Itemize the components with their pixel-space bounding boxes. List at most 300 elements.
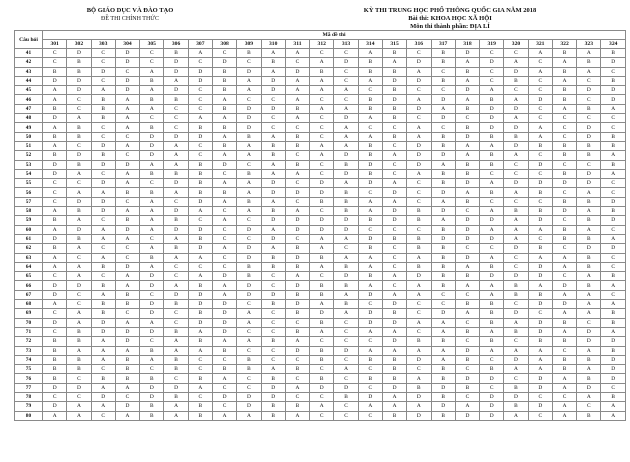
answer-cell: D: [237, 253, 261, 262]
answer-cell: B: [601, 76, 626, 85]
answer-cell: C: [601, 179, 626, 188]
answer-cell: B: [480, 337, 504, 346]
answer-cell: B: [237, 365, 261, 374]
answer-cell: A: [504, 216, 528, 225]
answer-cell: A: [67, 188, 91, 197]
answer-cell: C: [188, 141, 212, 150]
answer-cell: A: [358, 49, 382, 58]
exam-code-header: 312: [310, 40, 334, 49]
answer-cell: A: [261, 197, 285, 206]
answer-cell: A: [115, 95, 139, 104]
answer-cell: C: [601, 253, 626, 262]
answer-cell: D: [285, 346, 309, 355]
answer-cell: B: [140, 95, 164, 104]
answer-cell: A: [601, 402, 626, 411]
answer-cell: C: [188, 86, 212, 95]
answer-cell: A: [188, 272, 212, 281]
answer-cell: C: [91, 216, 115, 225]
answer-cell: B: [480, 262, 504, 271]
answer-cell: C: [67, 290, 91, 299]
answer-cell: B: [67, 58, 91, 67]
answer-cell: C: [310, 169, 334, 178]
question-number: 64: [15, 262, 43, 271]
answer-cell: B: [237, 197, 261, 206]
table-row: [15, 253, 626, 262]
answer-cell: C: [552, 160, 576, 169]
exam-code-header: 314: [358, 40, 382, 49]
answer-cell: C: [237, 346, 261, 355]
answer-cell: D: [310, 188, 334, 197]
answer-cell: D: [261, 392, 285, 401]
answer-cell: B: [285, 262, 309, 271]
answer-cell: D: [310, 216, 334, 225]
answer-cell: A: [285, 86, 309, 95]
answer-cell: A: [577, 225, 601, 234]
answer-cell: A: [91, 402, 115, 411]
answer-cell: A: [504, 95, 528, 104]
answer-cell: A: [43, 86, 67, 95]
exam-title-block: [300, 7, 600, 31]
answer-cell: C: [455, 365, 479, 374]
answer-cell: C: [358, 123, 382, 132]
answer-cell: B: [164, 49, 188, 58]
answer-cell: B: [431, 337, 455, 346]
answer-cell: A: [407, 67, 431, 76]
answer-cell: C: [480, 383, 504, 392]
answer-cell: A: [164, 188, 188, 197]
answer-cell: C: [140, 49, 164, 58]
answer-cell: B: [140, 253, 164, 262]
answer-cell: D: [431, 188, 455, 197]
answer-cell: A: [552, 58, 576, 67]
answer-cell: A: [358, 327, 382, 336]
answer-cell: A: [431, 104, 455, 113]
answer-cell: D: [577, 383, 601, 392]
answer-cell: C: [261, 95, 285, 104]
answer-cell: D: [115, 337, 139, 346]
answer-cell: C: [164, 272, 188, 281]
exam-code-header: 322: [552, 40, 576, 49]
answer-cell: C: [577, 160, 601, 169]
answer-cell: A: [480, 207, 504, 216]
answer-cell: C: [455, 392, 479, 401]
answer-cell: C: [310, 392, 334, 401]
answer-cell: C: [480, 67, 504, 76]
answer-cell: B: [552, 337, 576, 346]
answer-cell: B: [67, 207, 91, 216]
answer-cell: B: [188, 374, 212, 383]
answer-cell: D: [91, 318, 115, 327]
answer-cell: B: [382, 309, 406, 318]
answer-cell: A: [285, 207, 309, 216]
answer-cell: A: [480, 346, 504, 355]
answer-cell: D: [212, 160, 236, 169]
answer-cell: D: [237, 290, 261, 299]
answer-cell: B: [188, 169, 212, 178]
answer-cell: C: [164, 262, 188, 271]
answer-cell: D: [504, 141, 528, 150]
answer-cell: A: [285, 169, 309, 178]
answer-cell: A: [407, 318, 431, 327]
answer-cell: D: [334, 383, 358, 392]
answer-cell: B: [480, 95, 504, 104]
answer-cell: B: [431, 253, 455, 262]
question-number: 42: [15, 58, 43, 67]
answer-cell: B: [358, 169, 382, 178]
answer-cell: C: [43, 58, 67, 67]
answer-cell: C: [310, 365, 334, 374]
answer-cell: C: [212, 49, 236, 58]
answer-cell: A: [334, 290, 358, 299]
answer-cell: B: [164, 169, 188, 178]
answer-cell: B: [237, 132, 261, 141]
answer-cell: D: [382, 95, 406, 104]
answer-cell: C: [358, 365, 382, 374]
answer-cell: D: [261, 234, 285, 243]
answer-cell: A: [140, 244, 164, 253]
answer-cell: D: [577, 244, 601, 253]
answer-cell: D: [407, 104, 431, 113]
answer-cell: C: [431, 123, 455, 132]
answer-cell: A: [164, 234, 188, 243]
question-number: 53: [15, 160, 43, 169]
answer-cell: D: [504, 104, 528, 113]
answer-cell: D: [504, 179, 528, 188]
answer-cell: A: [528, 123, 552, 132]
answer-cell: B: [261, 402, 285, 411]
answer-cell: C: [528, 76, 552, 85]
answer-cell: D: [115, 327, 139, 336]
answer-cell: B: [43, 104, 67, 113]
answer-cell: D: [455, 253, 479, 262]
answer-cell: D: [407, 151, 431, 160]
answer-cell: A: [164, 253, 188, 262]
question-number: 70: [15, 318, 43, 327]
answer-key-table: [14, 30, 626, 421]
answer-cell: C: [382, 225, 406, 234]
answer-cell: A: [552, 374, 576, 383]
answer-cell: C: [407, 86, 431, 95]
answer-cell: A: [480, 141, 504, 150]
answer-cell: D: [601, 197, 626, 206]
question-number: 49: [15, 123, 43, 132]
answer-cell: D: [67, 225, 91, 234]
answer-cell: C: [601, 262, 626, 271]
answer-cell: D: [164, 383, 188, 392]
answer-cell: A: [528, 355, 552, 364]
answer-cell: A: [115, 169, 139, 178]
answer-cell: B: [382, 411, 406, 420]
answer-cell: D: [455, 234, 479, 243]
answer-cell: C: [188, 392, 212, 401]
table-row: [15, 188, 626, 197]
answer-cell: C: [358, 337, 382, 346]
question-number: 67: [15, 290, 43, 299]
answer-cell: D: [504, 309, 528, 318]
answer-cell: D: [382, 337, 406, 346]
answer-cell: A: [310, 234, 334, 243]
answer-cell: A: [358, 132, 382, 141]
answer-cell: A: [455, 402, 479, 411]
answer-cell: B: [431, 262, 455, 271]
answer-cell: D: [91, 207, 115, 216]
question-number: 79: [15, 402, 43, 411]
answer-cell: A: [528, 49, 552, 58]
answer-cell: C: [552, 346, 576, 355]
answer-cell: C: [140, 365, 164, 374]
answer-cell: C: [285, 179, 309, 188]
answer-cell: A: [43, 300, 67, 309]
answer-cell: B: [237, 355, 261, 364]
answer-cell: C: [212, 402, 236, 411]
answer-cell: C: [334, 411, 358, 420]
question-number: 74: [15, 355, 43, 364]
answer-cell: C: [382, 281, 406, 290]
answer-cell: B: [504, 281, 528, 290]
answer-cell: A: [115, 104, 139, 113]
answer-cell: B: [285, 309, 309, 318]
answer-cell: C: [115, 132, 139, 141]
answer-cell: B: [43, 346, 67, 355]
answer-cell: D: [528, 402, 552, 411]
answer-cell: B: [382, 86, 406, 95]
answer-cell: A: [577, 49, 601, 58]
answer-cell: A: [115, 318, 139, 327]
answer-cell: C: [212, 169, 236, 178]
answer-cell: B: [382, 67, 406, 76]
answer-cell: C: [528, 169, 552, 178]
answer-cell: A: [382, 346, 406, 355]
answer-cell: A: [43, 95, 67, 104]
answer-cell: B: [455, 383, 479, 392]
answer-cell: C: [188, 355, 212, 364]
answer-cell: B: [310, 197, 334, 206]
answer-cell: C: [237, 160, 261, 169]
answer-cell: C: [528, 411, 552, 420]
answer-cell: A: [91, 188, 115, 197]
answer-cell: B: [504, 327, 528, 336]
answer-cell: C: [285, 151, 309, 160]
answer-cell: B: [455, 123, 479, 132]
table-row: [15, 197, 626, 206]
answer-cell: A: [577, 309, 601, 318]
answer-cell: D: [285, 225, 309, 234]
answer-cell: B: [334, 197, 358, 206]
answer-cell: A: [431, 327, 455, 336]
answer-cell: A: [480, 225, 504, 234]
answer-cell: B: [455, 300, 479, 309]
answer-cell: B: [212, 67, 236, 76]
answer-cell: B: [431, 225, 455, 234]
answer-cell: B: [504, 290, 528, 299]
answer-cell: B: [188, 337, 212, 346]
answer-cell: C: [552, 188, 576, 197]
answer-cell: B: [552, 95, 576, 104]
answer-cell: A: [164, 337, 188, 346]
answer-cell: D: [480, 234, 504, 243]
answer-cell: D: [577, 86, 601, 95]
question-number: 46: [15, 95, 43, 104]
answer-cell: C: [43, 49, 67, 58]
answer-cell: A: [115, 383, 139, 392]
answer-cell: D: [43, 160, 67, 169]
answer-cell: D: [237, 392, 261, 401]
answer-cell: C: [237, 383, 261, 392]
table-row: [15, 309, 626, 318]
answer-cell: B: [407, 262, 431, 271]
answer-cell: D: [382, 383, 406, 392]
answer-cell: A: [188, 253, 212, 262]
table-row: [15, 132, 626, 141]
answer-cell: C: [528, 309, 552, 318]
answer-cell: C: [528, 58, 552, 67]
answer-cell: A: [407, 169, 431, 178]
answer-cell: C: [67, 179, 91, 188]
answer-cell: C: [528, 151, 552, 160]
table-row: [15, 225, 626, 234]
answer-cell: A: [261, 225, 285, 234]
answer-cell: C: [140, 58, 164, 67]
answer-cell: A: [310, 58, 334, 67]
answer-cell: B: [285, 290, 309, 299]
table-row: [15, 337, 626, 346]
answer-cell: A: [91, 355, 115, 364]
answer-cell: D: [164, 207, 188, 216]
answer-cell: B: [577, 151, 601, 160]
answer-cell: A: [188, 49, 212, 58]
answer-cell: A: [577, 272, 601, 281]
answer-cell: B: [43, 216, 67, 225]
answer-cell: D: [164, 290, 188, 299]
answer-cell: D: [552, 300, 576, 309]
answer-cell: A: [382, 58, 406, 67]
answer-cell: A: [140, 318, 164, 327]
answer-cell: D: [237, 225, 261, 234]
answer-cell: D: [237, 67, 261, 76]
answer-cell: D: [285, 188, 309, 197]
answer-cell: C: [285, 318, 309, 327]
question-number: 68: [15, 300, 43, 309]
answer-cell: B: [115, 290, 139, 299]
answer-cell: A: [91, 86, 115, 95]
answer-cell: C: [212, 225, 236, 234]
answer-cell: A: [455, 95, 479, 104]
answer-cell: C: [455, 337, 479, 346]
answer-cell: C: [552, 244, 576, 253]
answer-cell: A: [91, 225, 115, 234]
answer-cell: A: [212, 114, 236, 123]
answer-cell: B: [407, 216, 431, 225]
answer-cell: D: [237, 123, 261, 132]
answer-cell: C: [115, 151, 139, 160]
answer-cell: D: [455, 225, 479, 234]
answer-cell: C: [140, 337, 164, 346]
answer-cell: B: [310, 355, 334, 364]
answer-cell: B: [455, 355, 479, 364]
answer-cell: D: [528, 383, 552, 392]
answer-cell: B: [115, 365, 139, 374]
answer-cell: A: [43, 253, 67, 262]
answer-cell: D: [358, 234, 382, 243]
answer-cell: C: [601, 188, 626, 197]
answer-cell: B: [358, 244, 382, 253]
answer-cell: B: [358, 141, 382, 150]
exam-code-header: 309: [237, 40, 261, 49]
answer-cell: B: [43, 67, 67, 76]
answer-cell: D: [528, 374, 552, 383]
answer-cell: D: [140, 132, 164, 141]
answer-cell: C: [91, 132, 115, 141]
answer-cell: C: [310, 49, 334, 58]
answer-cell: D: [455, 346, 479, 355]
answer-cell: C: [164, 114, 188, 123]
answer-cell: A: [334, 104, 358, 113]
answer-cell: B: [115, 216, 139, 225]
exam-code-header: 324: [601, 40, 626, 49]
answer-cell: B: [480, 300, 504, 309]
answer-cell: C: [67, 104, 91, 113]
answer-cell: A: [237, 86, 261, 95]
answer-cell: B: [43, 151, 67, 160]
answer-cell: D: [382, 318, 406, 327]
answer-cell: C: [140, 114, 164, 123]
answer-cell: D: [261, 188, 285, 197]
answer-cell: D: [140, 383, 164, 392]
answer-cell: A: [310, 104, 334, 113]
answer-cell: B: [212, 123, 236, 132]
answer-cell: D: [528, 327, 552, 336]
table-row: [15, 141, 626, 150]
answer-cell: A: [115, 346, 139, 355]
answer-cell: D: [115, 76, 139, 85]
answer-cell: A: [601, 411, 626, 420]
answer-cell: C: [552, 123, 576, 132]
answer-cell: C: [115, 253, 139, 262]
answer-cell: B: [43, 132, 67, 141]
answer-cell: A: [382, 327, 406, 336]
answer-cell: A: [67, 272, 91, 281]
table-row: [15, 365, 626, 374]
answer-cell: A: [528, 346, 552, 355]
answer-cell: B: [577, 216, 601, 225]
table-row: [15, 374, 626, 383]
answer-cell: A: [237, 179, 261, 188]
answer-cell: B: [552, 225, 576, 234]
answer-cell: A: [115, 141, 139, 150]
answer-cell: D: [91, 392, 115, 401]
answer-cell: A: [261, 365, 285, 374]
exam-code-header: 313: [334, 40, 358, 49]
answer-cell: A: [115, 234, 139, 243]
answer-cell: C: [504, 262, 528, 271]
answer-cell: B: [261, 337, 285, 346]
answer-cell: C: [504, 337, 528, 346]
question-number: 63: [15, 253, 43, 262]
answer-cell: A: [140, 262, 164, 271]
answer-cell: B: [212, 141, 236, 150]
answer-cell: B: [480, 132, 504, 141]
answer-cell: C: [382, 160, 406, 169]
answer-cell: A: [358, 281, 382, 290]
answer-cell: A: [601, 300, 626, 309]
answer-cell: A: [480, 179, 504, 188]
answer-cell: D: [188, 197, 212, 206]
answer-cell: D: [261, 76, 285, 85]
table-row: [15, 392, 626, 401]
table-row: [15, 58, 626, 67]
answer-cell: C: [115, 244, 139, 253]
answer-cell: C: [261, 281, 285, 290]
